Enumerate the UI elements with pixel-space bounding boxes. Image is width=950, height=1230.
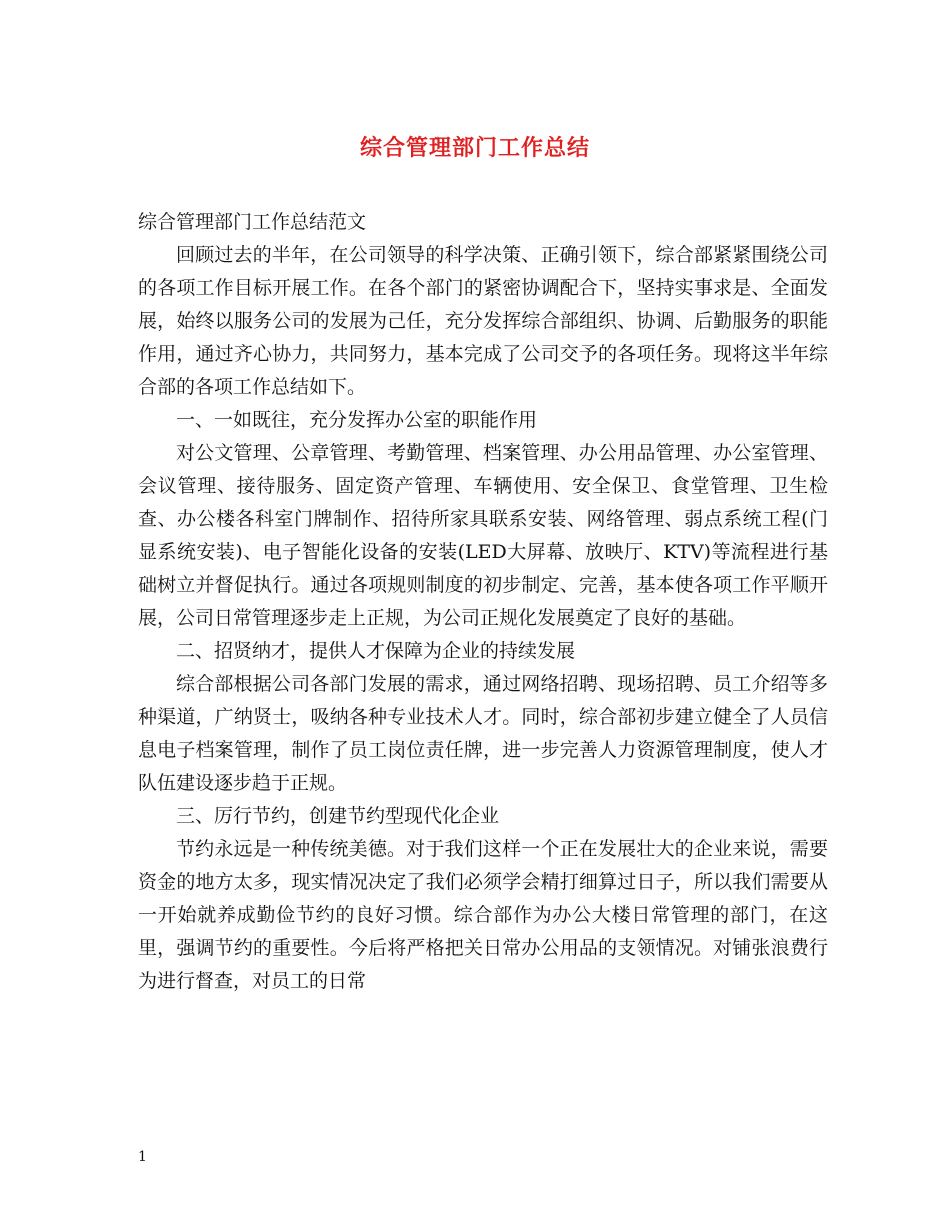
paragraph-intro: 回顾过去的半年，在公司领导的科学决策、正确引领下，综合部紧紧围绕公司的各项工作目标开展工作。在各个部门的紧密协调配合下，坚持实事求是、全面发展，始终以服务公司的发展为己任，充分发挥综合部组织、协调、后勤服务的职能作用，通过齐心协力，共同努力，基本完成了公司交予的各项任务。现将这半年综合部的各项工作总结如下。	[138, 244, 828, 398]
document-body	[138, 206, 828, 998]
paragraph-section-2: 综合部根据公司各部门发展的需求，通过网络招聘、现场招聘、员工介绍等多种渠道，广纳贤士，吸纳各种专业技术人才。同时，综合部初步建立健全了人员信息电子档案管理，制作了员工岗位责任牌，进一步完善人力资源管理制度，使人才队伍建设逐步趋于正规。	[138, 673, 828, 794]
section-heading-3: 三、厉行节约，创建节约型现代化企业	[176, 805, 500, 827]
document-title: 综合管理部门工作总结	[359, 135, 590, 161]
page-number: 1	[138, 1149, 147, 1165]
paragraph-section-1: 对公文管理、公章管理、考勤管理、档案管理、办公用品管理、办公室管理、会议管理、接待服务、固定资产管理、车辆使用、安全保卫、食堂管理、卫生检查、办公楼各科室门牌制作、招待所家具联系安装、网络管理、弱点系统工程(门显系统安装)、电子智能化设备的安装(LED大屏幕、放映厅、KTV)等流程进行基础树立并督促执行。通过各项规则制度的初步制定、完善，基本使各项工作平顺开展，公司日常管理逐步走上正规，为公司正规化发展奠定了良好的基础。	[138, 442, 828, 629]
section-heading-2: 二、招贤纳才，提供人才保障为企业的持续发展	[176, 640, 576, 662]
document-subtitle: 综合管理部门工作总结范文	[138, 211, 367, 233]
paragraph-section-3: 节约永远是一种传统美德。对于我们这样一个正在发展壮大的企业来说，需要资金的地方太多，现实情况决定了我们必须学会精打细算过日子，所以我们需要从一开始就养成勤俭节约的良好习惯。综合部作为办公大楼日常管理的部门，在这里，强调节约的重要性。今后将严格把关日常办公用品的支领情况。对铺张浪费行为进行督查，对员工的日常	[138, 838, 828, 992]
section-heading-1: 一、一如既往，充分发挥办公室的职能作用	[176, 409, 538, 431]
